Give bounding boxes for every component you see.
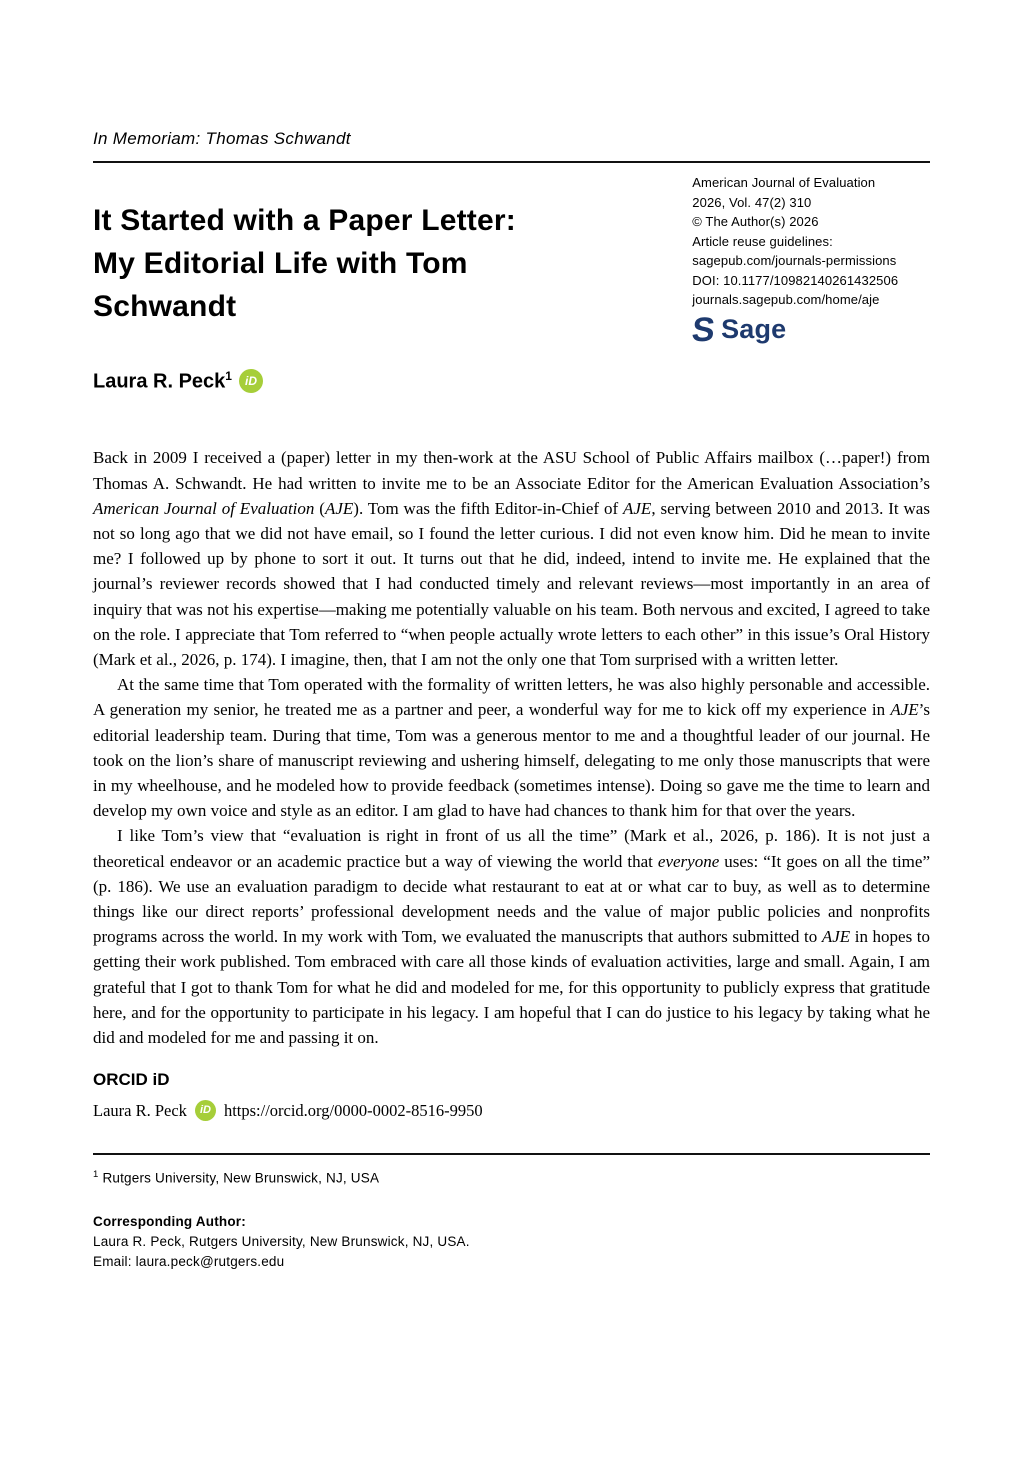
author-name: Laura R. Peck$^1$	[93, 368, 232, 393]
author-row	[93, 369, 930, 394]
affiliation-marker: 1	[93, 1169, 99, 1181]
reuse-guidelines-label: Article reuse guidelines:	[692, 233, 833, 249]
journal-meta	[690, 173, 930, 349]
footnote-divider	[93, 1153, 930, 1155]
permissions-link[interactable]: sagepub.com/journals-permissions	[692, 253, 897, 269]
email-line[interactable]: Email: laura.peck@rutgers.edu	[93, 1253, 285, 1269]
paragraph: I like Tom’s view that “evaluation is right in front of us all the time” (Mark et al., 2026, p. 186). It is not just a theoretical endeavor or an academic practice but a way of viewing the world that everyone uses: “It goes on all the time” (p. 186). We use an evaluation paradigm to decide what restaurant to eat at or what car to buy, as well as to determine things like our direct reports’ professional development needs and the value of major public policies and nonprofits programs across the world. In my work with Tom, we evaluated the manuscripts that authors submitted to AJE in hopes to getting their work published. Tom embraced with care all those kinds of evaluation activities, large and small. Again, I am grateful that I got to thank Tom for what he did and modeled for me, for this opportunity to publicly express that gratitude here, and for the opportunity to participate in his legacy. I am hopeful that I can do justice to his legacy by taking what he did and modeled for me and passing it on.	[93, 826, 931, 1048]
orcid-link[interactable]: https://orcid.org/0000-0002-8516-9950	[223, 1100, 483, 1120]
orcid-icon[interactable]: iD	[239, 369, 263, 393]
sage-s-icon: S	[690, 310, 718, 349]
title-line-2: My Editorial Life with Tom	[93, 247, 468, 281]
page-title	[93, 173, 692, 345]
journal-name: American Journal of Evaluation	[692, 175, 876, 191]
sage-wordmark: Sage	[721, 314, 787, 344]
title-line-3: Schwandt	[93, 290, 237, 324]
doi-line: DOI: 10.1177/10982140261432506	[692, 272, 899, 288]
orcid-line	[93, 1100, 930, 1121]
corresponding-author-line: Laura R. Peck, Rutgers University, New Brunswick, NJ, USA.	[93, 1233, 470, 1249]
corresponding-author-block	[93, 1212, 930, 1272]
orcid-heading: ORCID iD	[93, 1070, 170, 1090]
volume-info: 2026, Vol. 47(2) 310	[692, 194, 812, 210]
title-line-1: It Started with a Paper Letter:	[93, 204, 516, 238]
corresponding-author-heading: Corresponding Author:	[93, 1213, 246, 1229]
paragraph: Back in 2009 I received a (paper) letter in my then-work at the ASU School of Public Affairs mailbox (…paper!) from Thomas A. Schwandt. He had written to invite me to be an Associate Editor for the American Evaluation Association’s American Journal of Evaluation (AJE). Tom was the fifth Editor-in-Chief of AJE, serving between 2010 and 2013. It was not so long ago that we did not have email, so I found the letter curious. I did not even know him. Did he mean to invite me? I followed up by phone to sort it out. It turns out that he did, indeed, intend to invite me. He explained that the journal’s reviewer records showed that I had conducted timely and relevant reviews—most importantly in an area of inquiry that was not his expertise—making me potentially valuable on his team. Both nervous and excited, I agreed to take on the role. I appreciate that Tom referred to “when people actually wrote letters to each other” in this issue’s Oral History (Mark et al., 2026, p. 174). I imagine, then, that I am not the only one that Tom surprised with a written letter.	[93, 448, 930, 670]
header-divider	[93, 161, 930, 163]
journal-url-link[interactable]: journals.sagepub.com/home/aje	[692, 292, 880, 308]
author-affiliation-marker: 1	[225, 368, 232, 383]
title-row	[93, 173, 930, 349]
copyright-line: © The Author(s) 2026	[692, 214, 819, 230]
orcid-section	[93, 1070, 930, 1121]
sage-logo	[690, 310, 930, 349]
orcid-icon[interactable]: iD	[195, 1100, 216, 1121]
affiliation-footnote: $^1$ Rutgers University, New Brunswick, NJ, USA	[93, 1169, 380, 1186]
orcid-author-name: Laura R. Peck	[93, 1100, 187, 1120]
section-label: In Memoriam: Thomas Schwandt	[93, 129, 351, 148]
page-footer	[93, 1153, 930, 1272]
paragraph: At the same time that Tom operated with the formality of written letters, he was also highly personable and accessible. A generation my senior, he treated me as a partner and peer, a wonderful way for me to kick off my experience in AJE’s editorial leadership team. During that time, Tom was a generous mentor to me and a thoughtful leader of our journal. He took on the lion’s share of manuscript reviewing and ushering himself, delegating to me only those manuscripts that were in my wheelhouse, and he modeled how to provide feedback (sometimes intense). Doing so gave me the time to learn and develop my own voice and style as an editor. I am glad to have had chances to thank him for that over the years.	[93, 675, 930, 821]
article-body	[93, 445, 930, 1050]
